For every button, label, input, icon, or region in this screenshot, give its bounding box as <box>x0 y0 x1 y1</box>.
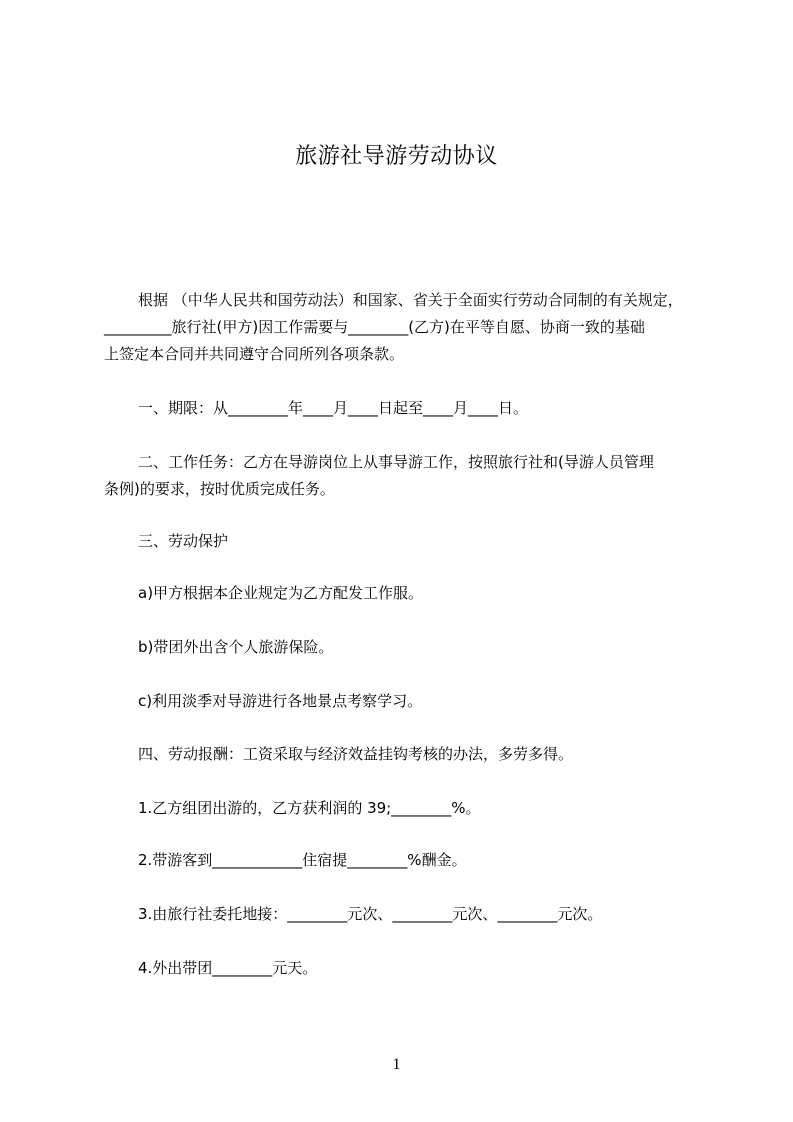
protection-item-c: c)利用淡季对导游进行各地景点考察学习。 <box>138 692 423 710</box>
clause-labor-protection: 三、劳动保护 <box>138 532 229 550</box>
protection-item-b: b)带团外出含个人旅游保险。 <box>138 638 334 656</box>
page-number: 1 <box>392 1056 401 1073</box>
clause-remuneration: 四、劳动报酬：工资采取与经济效益挂钩考核的办法，多劳多得。 <box>138 745 574 763</box>
paragraph-line-intro-1: 根据 （中华人民共和国劳动法）和国家、省关于全面实行劳动合同制的有关规定， <box>138 291 683 309</box>
paragraph-line-intro-3: 上签定本合同并共同遵守合同所列各项条款。 <box>104 345 405 363</box>
protection-item-a: a)甲方根据本企业规定为乙方配发工作服。 <box>138 584 424 602</box>
clause-work-task-1: 二、工作任务：乙方在导游岗位上从事导游工作，按照旅行社和(导游人员管理 <box>138 453 654 471</box>
clause-work-task-2: 条例)的要求，按时优质完成任务。 <box>104 480 335 498</box>
paragraph-line-intro-2: _________旅行社(甲方)因工作需要与________(乙方)在平等自愿、协商一致的基础 <box>104 318 645 336</box>
document-title: 旅游社导游劳动协议 <box>295 144 498 169</box>
remuneration-item-3: 3.由旅行社委托地接：________元次、________元次、________元次。 <box>138 905 603 923</box>
remuneration-item-4: 4.外出带团________元天。 <box>138 959 318 977</box>
clause-term: 一、期限：从________年____月____日起至____月____日。 <box>138 399 529 417</box>
remuneration-item-1: 1.乙方组团出游的，乙方获利润的 39;________%。 <box>138 799 481 817</box>
remuneration-item-2: 2.带游客到____________住宿提________%酬金。 <box>138 851 467 869</box>
